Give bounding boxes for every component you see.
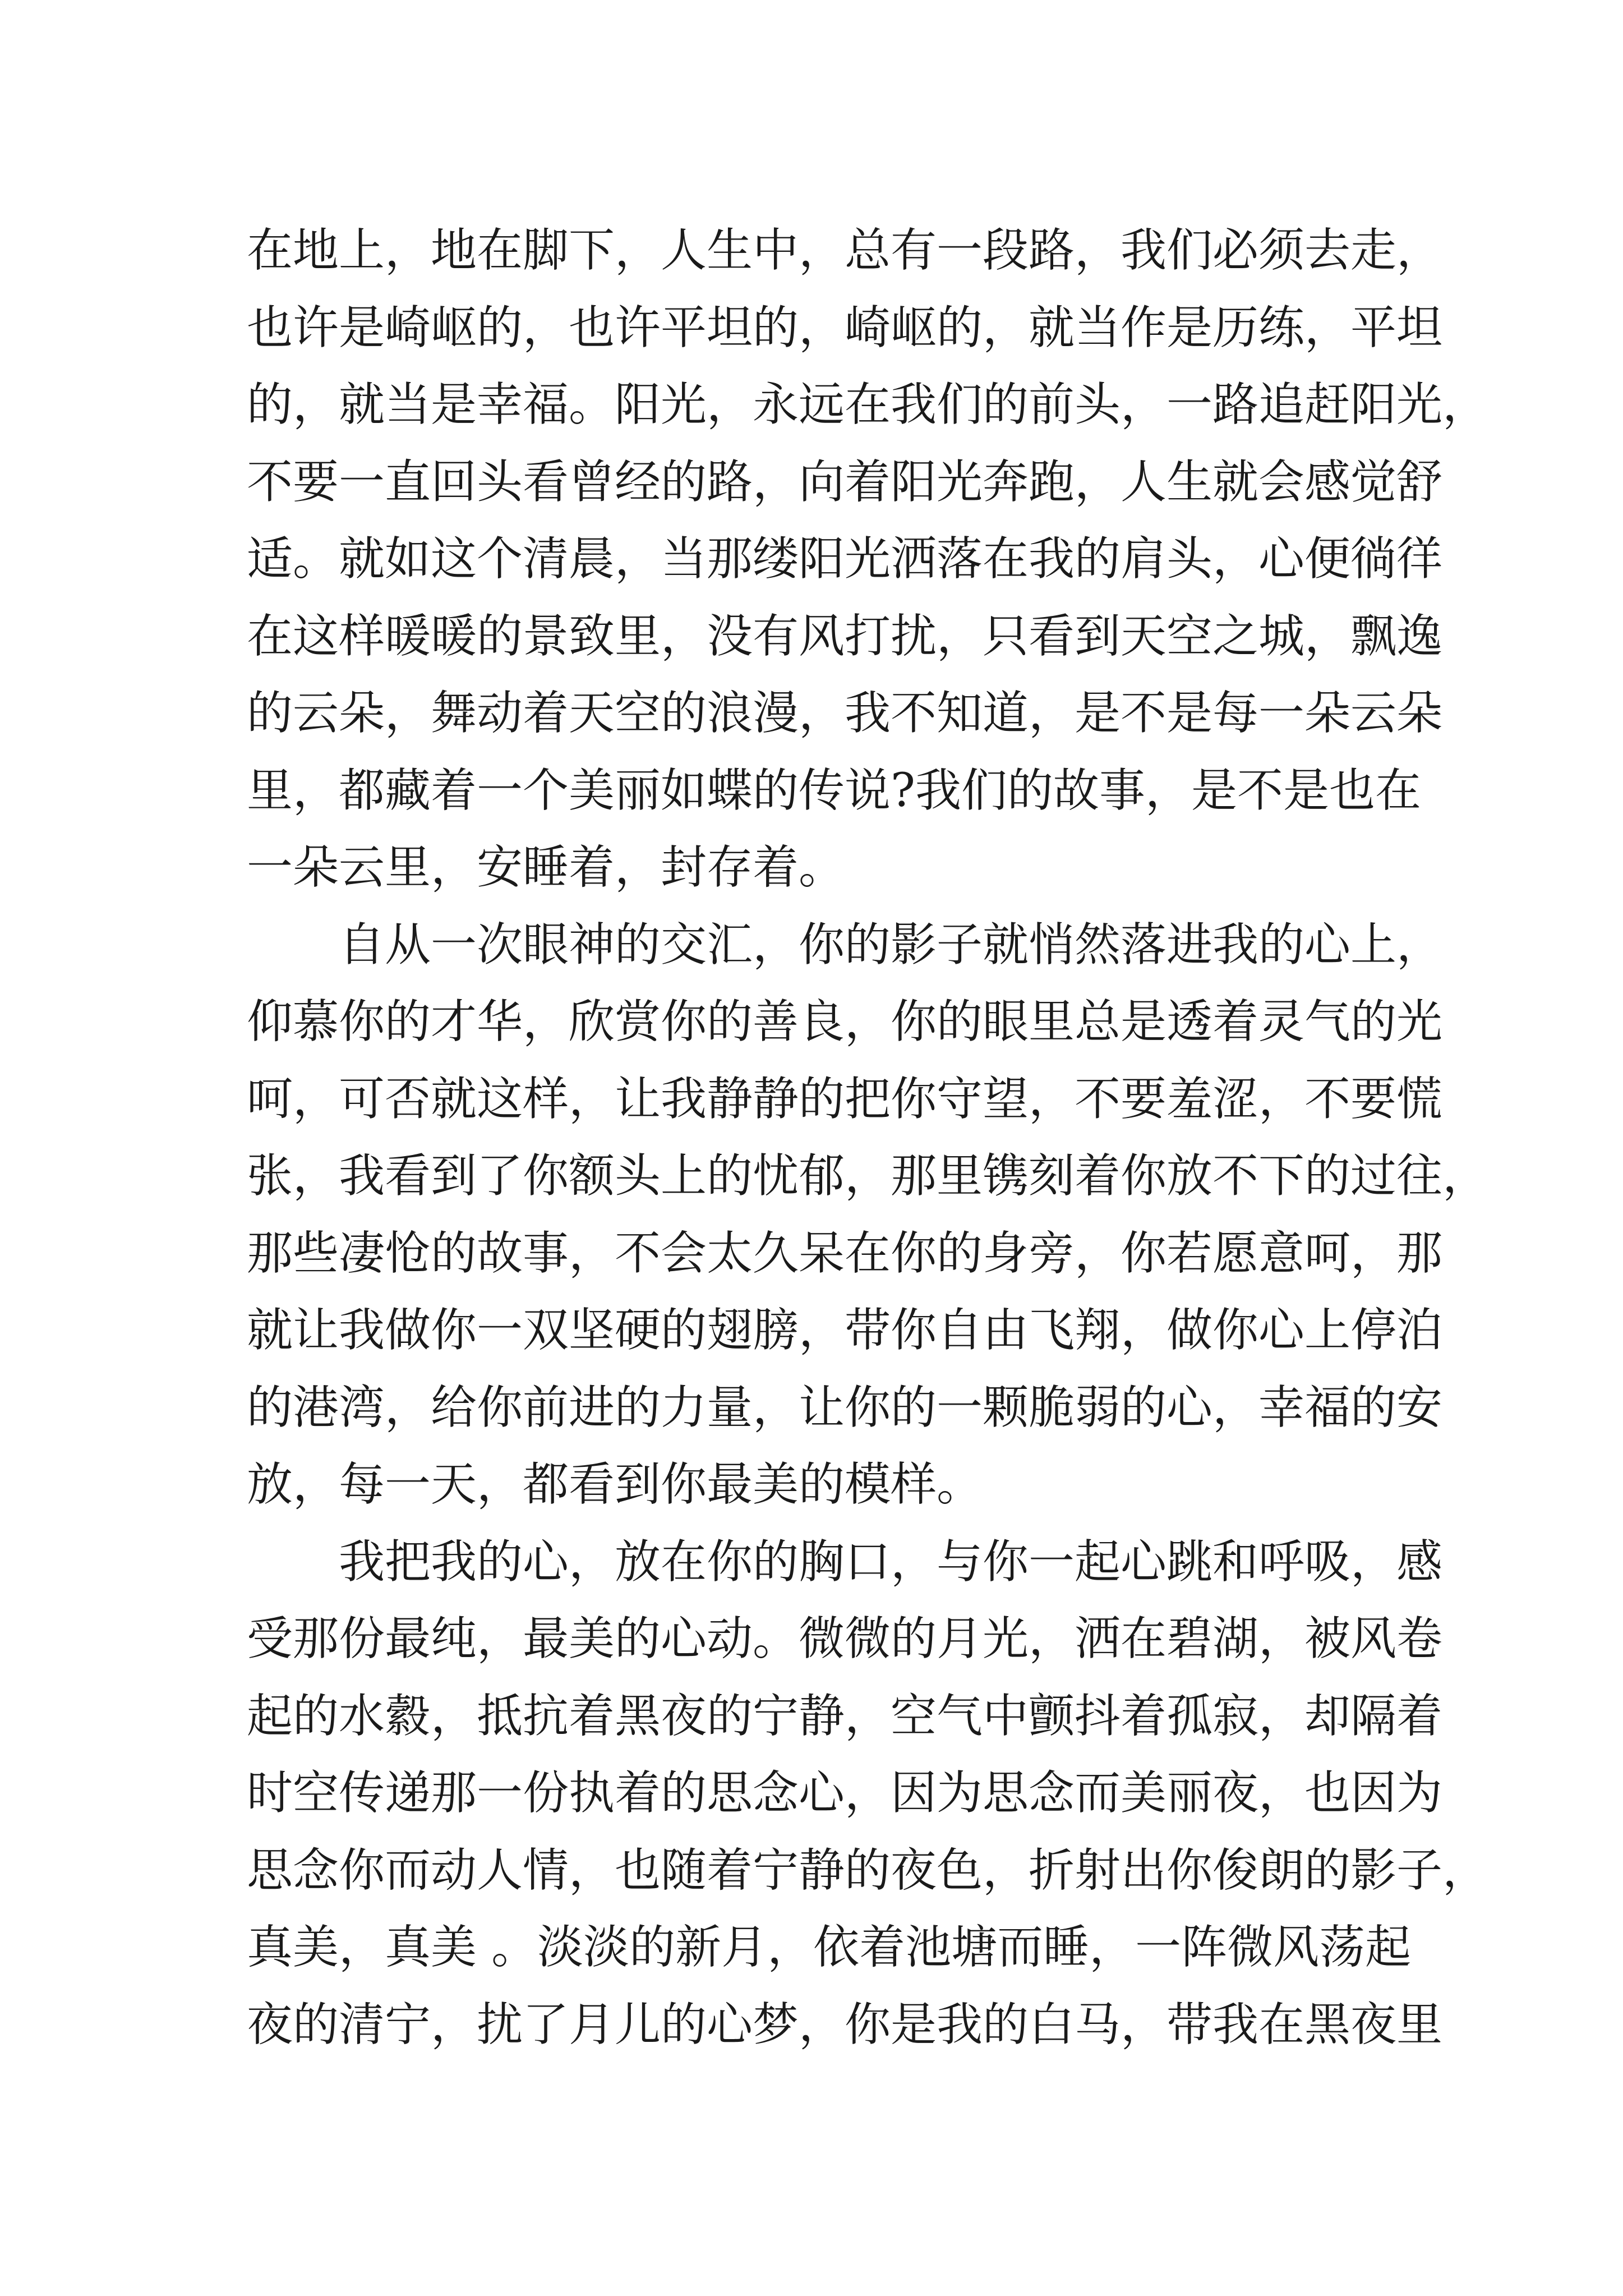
text-line: 在地上，地在脚下，人生中，总有一段路，我们必须去走， <box>247 224 1443 277</box>
paragraph-start-line: 我把我的心，放在你的胸口，与你一起心跳和呼吸，感 <box>339 1535 1443 1589</box>
text-line: 放，每一天，都看到你最美的模样。 <box>247 1458 983 1511</box>
paragraph-start-line: 自从一次眼神的交汇，你的影子就悄然落进我的心上， <box>339 918 1443 972</box>
text-line: 起的水縠，抵抗着黑夜的宁静，空气中颤抖着孤寂，却隔着 <box>247 1689 1443 1743</box>
text-line: 真美，真美 。淡淡的新月，依着池塘而睡，一阵微风荡起 <box>247 1921 1412 1974</box>
text-line: 不要一直回头看曾经的路，向着阳光奔跑，人生就会感觉舒 <box>247 455 1443 509</box>
text-line: 张，我看到了你额头上的忧郁，那里镌刻着你放不下的过往， <box>247 1149 1489 1203</box>
text-line: 呵，可否就这样，让我静静的把你守望，不要羞涩，不要慌 <box>247 1072 1443 1126</box>
text-line: 的港湾，给你前进的力量，让你的一颗脆弱的心，幸福的安 <box>247 1381 1443 1434</box>
text-line: 一朵云里，安睡着，封存着。 <box>247 841 845 894</box>
text-line: 仰慕你的才华，欣赏你的善良，你的眼里总是透着灵气的光 <box>247 995 1443 1048</box>
text-line: 里，都藏着一个美丽如蝶的传说?我们的故事，是不是也在 <box>247 763 1421 817</box>
text-line: 的，就当是幸福。阳光，永远在我们的前头，一路追赶阳光， <box>247 378 1489 431</box>
text-line: 思念你而动人情，也随着宁静的夜色，折射出你俊朗的影子， <box>247 1843 1489 1897</box>
text-line: 那些凄怆的故事，不会太久呆在你的身旁，你若愿意呵，那 <box>247 1226 1443 1280</box>
text-line: 就让我做你一双坚硬的翅膀，带你自由飞翔，做你心上停泊 <box>247 1304 1443 1357</box>
text-line: 夜的清宁，扰了月儿的心梦，你是我的白马，带我在黑夜里 <box>247 1998 1443 2051</box>
text-line: 受那份最纯，最美的心动。微微的月光，洒在碧湖，被风卷 <box>247 1612 1443 1665</box>
text-line: 在这样暖暖的景致里，没有风打扰，只看到天空之城，飘逸 <box>247 609 1443 663</box>
text-line: 适。就如这个清晨，当那缕阳光洒落在我的肩头，心便徜徉 <box>247 532 1443 586</box>
text-line: 时空传递那一份执着的思念心，因为思念而美丽夜，也因为 <box>247 1766 1443 1820</box>
body-text <box>247 212 1489 2063</box>
text-line: 也许是崎岖的，也许平坦的，崎岖的，就当作是历练，平坦 <box>247 301 1443 355</box>
text-line: 的云朵，舞动着天空的浪漫，我不知道，是不是每一朵云朵 <box>247 687 1443 740</box>
